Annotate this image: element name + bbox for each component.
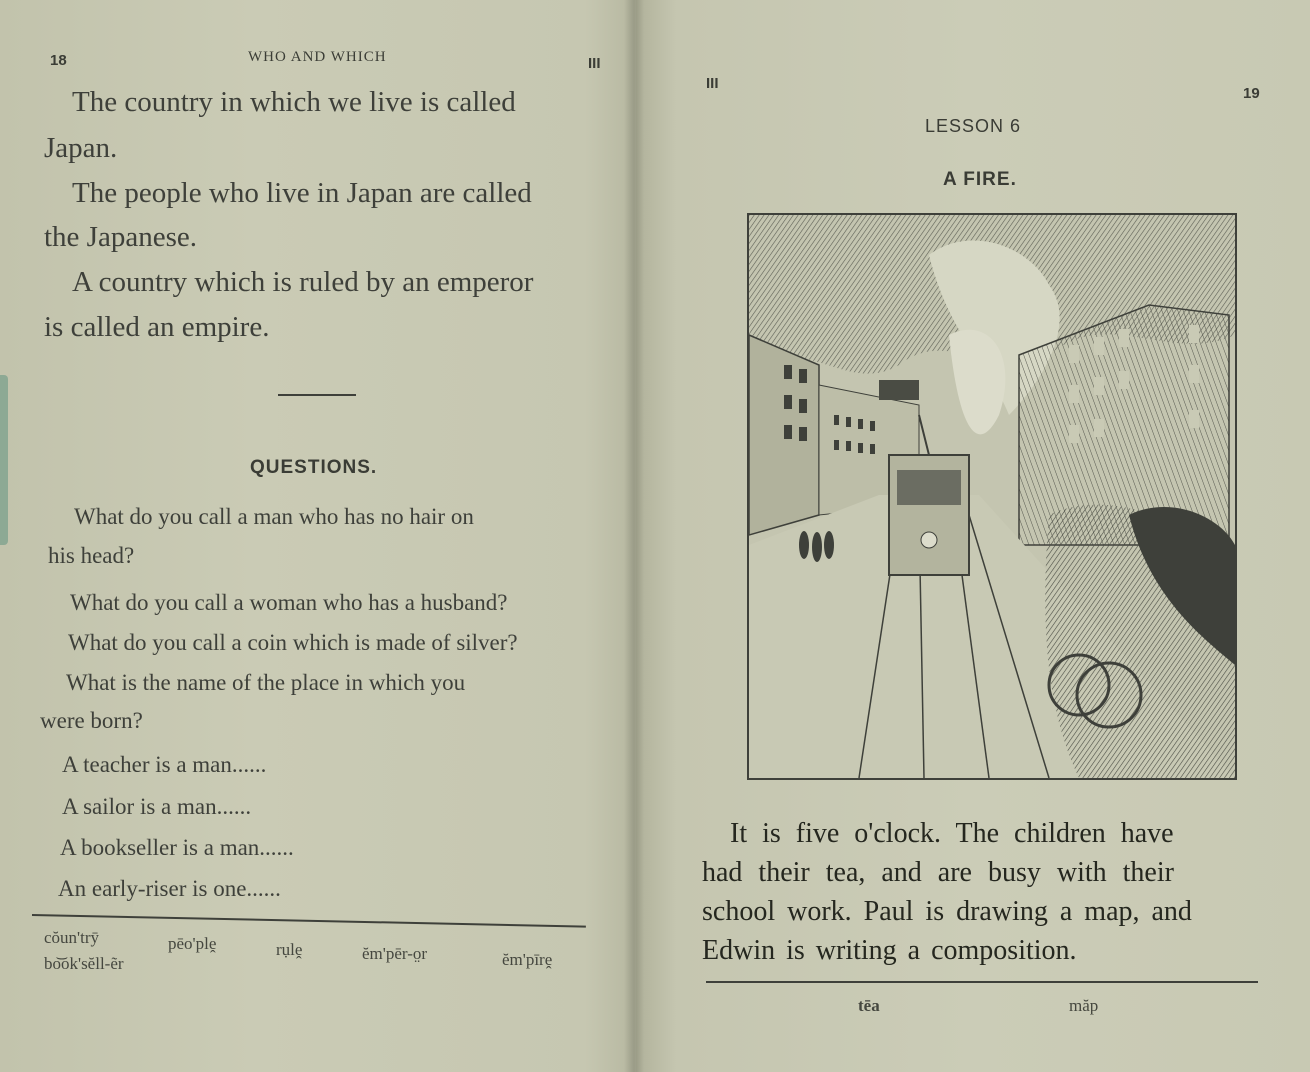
left-lesson-marker: III xyxy=(588,55,601,72)
question-line: What do you call a woman who has a husband? xyxy=(70,590,508,615)
question-line: An early-riser is one...... xyxy=(58,876,281,901)
pronunciation-word: rụlḙ xyxy=(276,940,303,959)
paragraph-line: is called an empire. xyxy=(44,311,270,343)
story-line: It is five o'clock. The children have xyxy=(730,818,1174,849)
paragraph-line: the Japanese. xyxy=(44,221,197,253)
pronunciation-word: ĕm'pēr-o̤r xyxy=(362,944,428,963)
pronunciation-word: ĕm'pīrḙ xyxy=(502,950,553,969)
question-line: A sailor is a man...... xyxy=(62,794,252,819)
question-line: his head? xyxy=(48,543,135,568)
left-page-number: 18 xyxy=(50,52,67,69)
question-line: What do you call a man who has no hair on xyxy=(74,504,474,529)
footnote-rule xyxy=(706,981,1258,983)
paragraph-line: The country in which we live is called xyxy=(72,86,516,118)
story-line: school work. Paul is drawing a map, and xyxy=(702,896,1192,927)
question-line: were born? xyxy=(40,708,143,733)
story-title: A FIRE. xyxy=(943,169,1017,190)
paragraph-line: The people who live in Japan are called xyxy=(72,177,532,209)
right-lesson-marker: III xyxy=(706,75,719,92)
story-line: had their tea, and are busy with their xyxy=(702,857,1174,888)
questions-heading: QUESTIONS. xyxy=(250,457,378,478)
right-page-number: 19 xyxy=(1243,85,1260,102)
paragraph-line: Japan. xyxy=(44,132,118,164)
question-line: A teacher is a man...... xyxy=(62,752,267,777)
section-divider xyxy=(278,394,356,396)
question-line: What do you call a coin which is made of silver? xyxy=(68,630,518,655)
question-line: What is the name of the place in which you xyxy=(66,670,466,695)
left-running-head: WHO AND WHICH xyxy=(248,49,387,65)
story-line: Edwin is writing a composition. xyxy=(702,935,1077,966)
pronunciation-word: măp xyxy=(1069,996,1099,1015)
pronunciation-word: pēo'plḙ xyxy=(168,934,217,953)
lesson-title: LESSON 6 xyxy=(925,116,1022,136)
street-fire-illustration xyxy=(747,213,1237,780)
book-gutter xyxy=(624,0,644,1072)
question-line: A bookseller is a man...... xyxy=(60,835,294,860)
page-tab-marker xyxy=(0,375,8,545)
pronunciation-word: cŏun'trȳ xyxy=(44,928,99,947)
pronunciation-word: tēa xyxy=(858,996,880,1015)
paragraph-line: A country which is ruled by an emperor xyxy=(72,266,534,298)
pronunciation-word: bo͝ok'sĕll-ẽr xyxy=(44,954,124,973)
